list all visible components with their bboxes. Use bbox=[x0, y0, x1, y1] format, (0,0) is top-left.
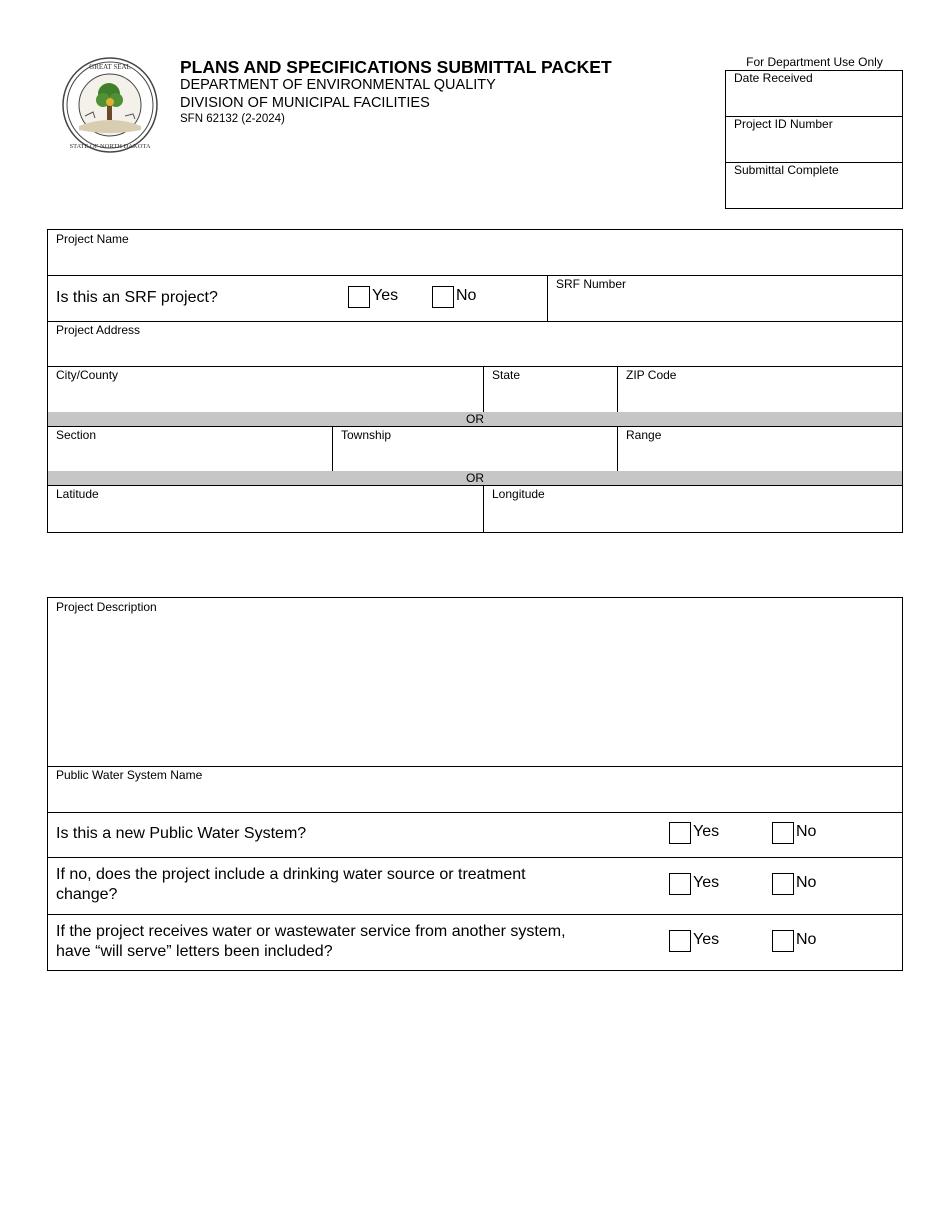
will-serve-question: If the project receives water or wastewater service from another system, have “will serve” letters been included? bbox=[56, 923, 566, 960]
srf-yes-label: Yes bbox=[372, 287, 399, 304]
date-received-field[interactable] bbox=[726, 71, 902, 117]
department-use-heading: For Department Use Only bbox=[746, 55, 883, 69]
latitude-label: Latitude bbox=[56, 487, 99, 501]
longitude-label: Longitude bbox=[492, 487, 545, 501]
source-change-yes-label: Yes bbox=[693, 874, 720, 891]
question-row bbox=[48, 914, 902, 970]
department-use-box bbox=[725, 70, 903, 209]
state-field[interactable] bbox=[484, 366, 617, 412]
latitude-field[interactable] bbox=[48, 485, 483, 532]
srf-no-label: No bbox=[456, 287, 477, 304]
range-field[interactable] bbox=[618, 426, 902, 471]
svg-text:GREAT SEAL: GREAT SEAL bbox=[89, 63, 131, 71]
city-county-label: City/County bbox=[56, 368, 119, 382]
date-received-label: Date Received bbox=[734, 71, 813, 85]
will-serve-yes-label: Yes bbox=[693, 931, 720, 948]
longitude-field[interactable] bbox=[484, 485, 902, 532]
srf-number-field[interactable] bbox=[548, 275, 902, 321]
zip-code-field[interactable] bbox=[618, 366, 902, 412]
new-pws-yes-checkbox[interactable] bbox=[669, 822, 691, 844]
township-field[interactable] bbox=[333, 426, 617, 471]
project-id-field[interactable] bbox=[726, 117, 902, 163]
srf-yes-checkbox[interactable] bbox=[348, 286, 370, 308]
source-change-no-label: No bbox=[796, 874, 817, 891]
srf-number-label: SRF Number bbox=[556, 277, 627, 291]
state-seal-logo bbox=[61, 56, 159, 154]
pws-name-label: Public Water System Name bbox=[56, 768, 203, 782]
svg-text:STATE OF NORTH DAKOTA: STATE OF NORTH DAKOTA bbox=[69, 143, 151, 150]
section-field[interactable] bbox=[48, 426, 332, 471]
project-description-section bbox=[47, 597, 903, 971]
or-divider: OR bbox=[48, 412, 902, 427]
pws-name-field[interactable] bbox=[48, 766, 902, 813]
project-address-label: Project Address bbox=[56, 323, 141, 337]
new-pws-question: Is this a new Public Water System? bbox=[56, 825, 307, 842]
township-label: Township bbox=[341, 428, 392, 442]
new-pws-no-checkbox[interactable] bbox=[772, 822, 794, 844]
srf-row bbox=[48, 275, 902, 322]
will-serve-no-checkbox[interactable] bbox=[772, 930, 794, 952]
will-serve-no-label: No bbox=[796, 931, 817, 948]
source-change-question: If no, does the project include a drinking water source or treatment change? bbox=[56, 866, 526, 903]
project-info-section bbox=[47, 229, 903, 533]
source-change-no-checkbox[interactable] bbox=[772, 873, 794, 895]
or-divider: OR bbox=[48, 471, 902, 486]
srf-question: Is this an SRF project? bbox=[56, 289, 218, 306]
project-name-label: Project Name bbox=[56, 232, 129, 246]
city-county-field[interactable] bbox=[48, 366, 483, 412]
plss-row bbox=[48, 426, 902, 472]
state-label: State bbox=[492, 368, 521, 382]
project-description-field[interactable] bbox=[48, 598, 902, 767]
form-number: SFN 62132 (2-2024) bbox=[180, 113, 285, 125]
zip-code-label: ZIP Code bbox=[626, 368, 677, 382]
srf-no-checkbox[interactable] bbox=[432, 286, 454, 308]
project-description-label: Project Description bbox=[56, 600, 157, 614]
project-address-field[interactable] bbox=[48, 321, 902, 367]
form-title: PLANS AND SPECIFICATIONS SUBMITTAL PACKET bbox=[180, 57, 612, 77]
section-label: Section bbox=[56, 428, 97, 442]
city-state-zip-row bbox=[48, 366, 902, 413]
question-row bbox=[48, 857, 902, 915]
project-name-field[interactable] bbox=[48, 230, 902, 276]
submittal-complete-field[interactable] bbox=[726, 163, 902, 208]
new-pws-no-label: No bbox=[796, 823, 817, 840]
range-label: Range bbox=[626, 428, 662, 442]
project-id-label: Project ID Number bbox=[734, 117, 833, 131]
source-change-yes-checkbox[interactable] bbox=[669, 873, 691, 895]
new-pws-yes-label: Yes bbox=[693, 823, 720, 840]
submittal-complete-label: Submittal Complete bbox=[734, 163, 839, 177]
question-row bbox=[48, 812, 902, 858]
division-name: DIVISION OF MUNICIPAL FACILITIES bbox=[180, 95, 430, 111]
will-serve-yes-checkbox[interactable] bbox=[669, 930, 691, 952]
department-name: DEPARTMENT OF ENVIRONMENTAL QUALITY bbox=[180, 77, 496, 93]
lat-long-row bbox=[48, 485, 902, 532]
